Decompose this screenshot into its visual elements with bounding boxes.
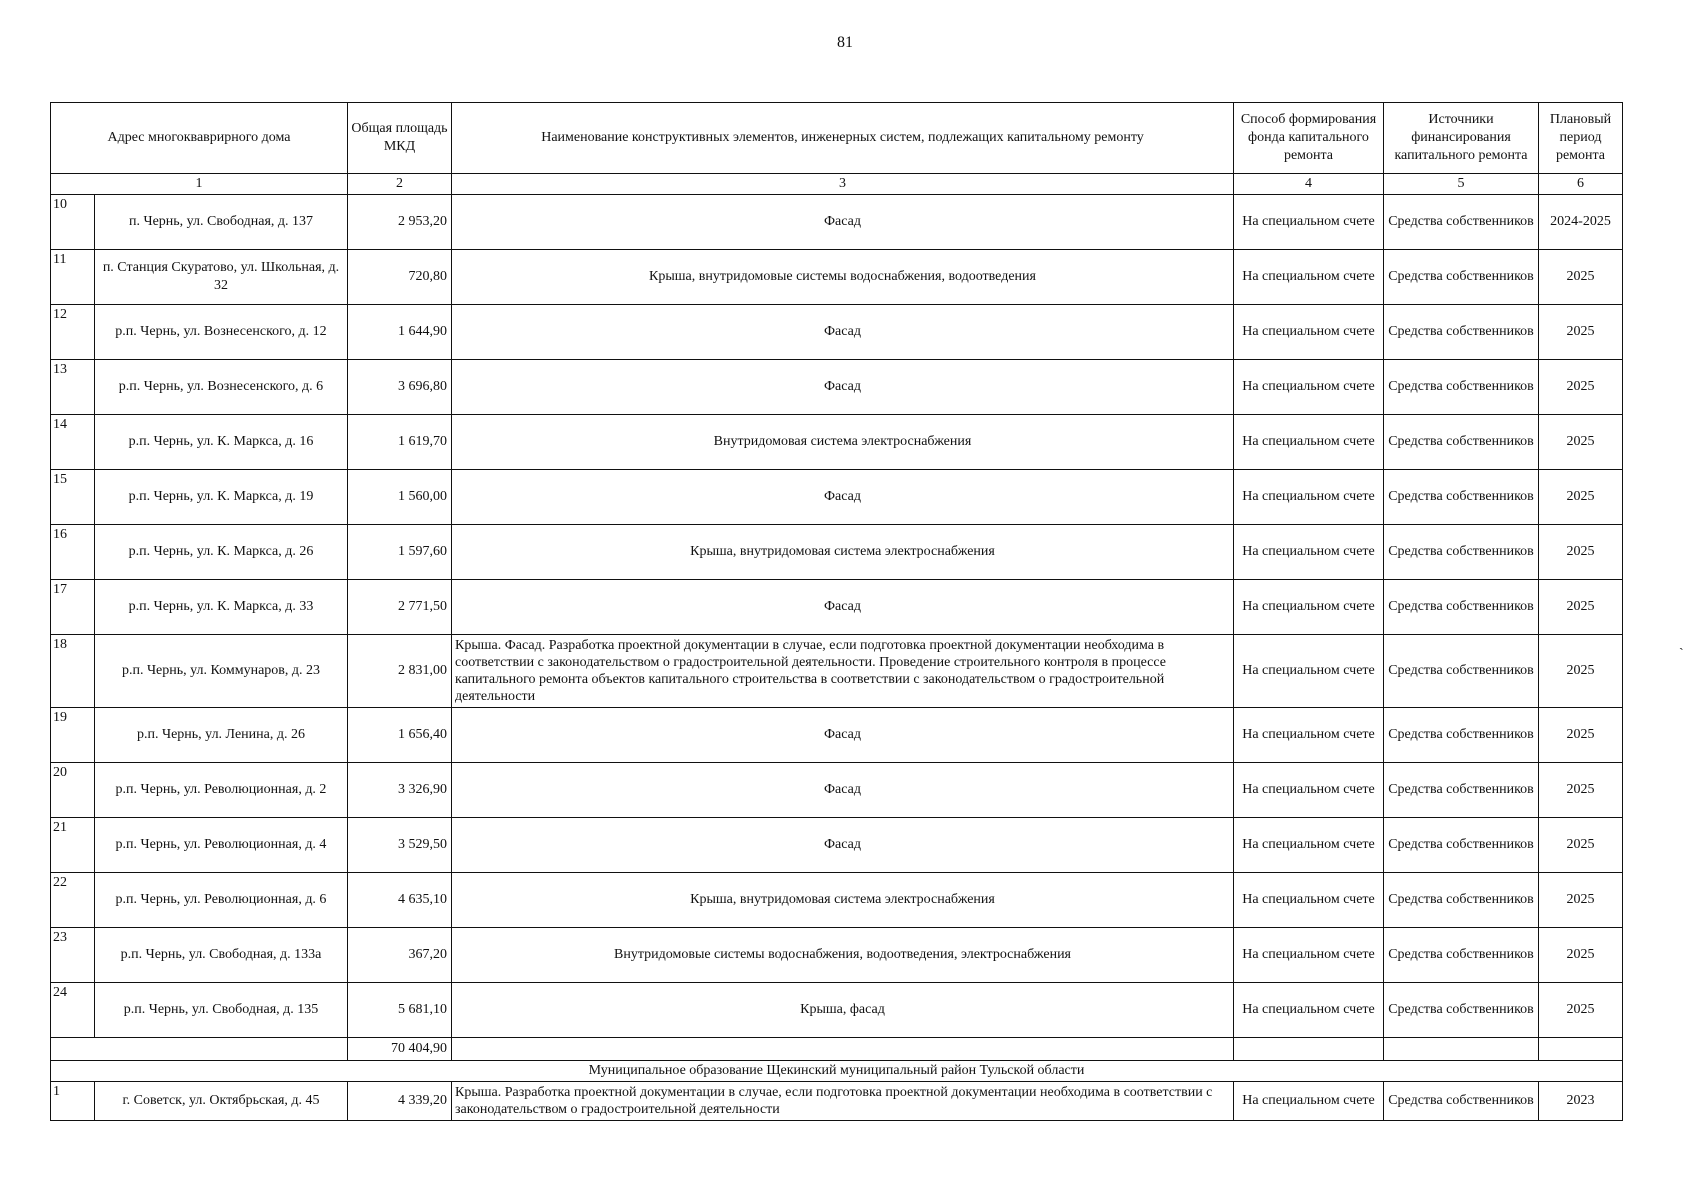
address-cell: п. Станция Скуратово, ул. Школьная, д. 32 xyxy=(95,250,348,305)
period-cell: 2025 xyxy=(1539,305,1623,360)
address-cell: р.п. Чернь, ул. Свободная, д. 133а xyxy=(95,928,348,983)
row-number: 22 xyxy=(51,873,95,928)
address-cell: р.п. Чернь, ул. Вознесенского, д. 6 xyxy=(95,360,348,415)
source-cell: Средства собственников xyxy=(1384,873,1539,928)
source-cell: Средства собственников xyxy=(1384,708,1539,763)
period-cell: 2025 xyxy=(1539,580,1623,635)
table-row xyxy=(51,983,1623,1038)
source-cell: Средства собственников xyxy=(1384,1082,1539,1121)
elements-cell: Крыша, внутридомовые системы водоснабжения, водоотведения xyxy=(452,250,1234,305)
row-number: 12 xyxy=(51,305,95,360)
area-cell: 2 831,00 xyxy=(348,635,452,708)
total-row xyxy=(51,1038,1623,1061)
column-number: 3 xyxy=(452,174,1234,195)
address-cell: р.п. Чернь, ул. Революционная, д. 6 xyxy=(95,873,348,928)
address-cell: р.п. Чернь, ул. Вознесенского, д. 12 xyxy=(95,305,348,360)
address-cell: р.п. Чернь, ул. Ленина, д. 26 xyxy=(95,708,348,763)
area-cell: 4 339,20 xyxy=(348,1082,452,1121)
total-empty xyxy=(452,1038,1234,1061)
header-period: Плановый период ремонта xyxy=(1539,103,1623,174)
method-cell: На специальном счете xyxy=(1234,983,1384,1038)
source-cell: Средства собственников xyxy=(1384,635,1539,708)
source-cell: Средства собственников xyxy=(1384,195,1539,250)
period-cell: 2025 xyxy=(1539,763,1623,818)
table-row xyxy=(51,580,1623,635)
elements-cell: Крыша. Разработка проектной документации в случае, если подготовка проектной документации необходима в соответствии с законодательством о градостроительной деятельности xyxy=(452,1082,1234,1121)
source-cell: Средства собственников xyxy=(1384,763,1539,818)
method-cell: На специальном счете xyxy=(1234,818,1384,873)
header-row xyxy=(51,103,1623,174)
method-cell: На специальном счете xyxy=(1234,195,1384,250)
source-cell: Средства собственников xyxy=(1384,415,1539,470)
column-number: 1 xyxy=(51,174,348,195)
address-cell: р.п. Чернь, ул. К. Маркса, д. 26 xyxy=(95,525,348,580)
period-cell: 2025 xyxy=(1539,983,1623,1038)
row-number: 15 xyxy=(51,470,95,525)
total-empty xyxy=(1234,1038,1384,1061)
area-cell: 1 597,60 xyxy=(348,525,452,580)
source-cell: Средства собственников xyxy=(1384,580,1539,635)
column-number: 4 xyxy=(1234,174,1384,195)
elements-cell: Фасад xyxy=(452,195,1234,250)
municipality-title: Муниципальное образование Щекинский муниципальный район Тульской области xyxy=(51,1061,1623,1082)
header-method: Способ формирования фонда капитального ремонта xyxy=(1234,103,1384,174)
address-cell: г. Советск, ул. Октябрьская, д. 45 xyxy=(95,1082,348,1121)
total-empty xyxy=(51,1038,348,1061)
column-number-row xyxy=(51,174,1623,195)
table-row xyxy=(51,928,1623,983)
source-cell: Средства собственников xyxy=(1384,470,1539,525)
period-cell: 2025 xyxy=(1539,708,1623,763)
area-cell: 1 656,40 xyxy=(348,708,452,763)
table-row xyxy=(51,360,1623,415)
area-cell: 3 326,90 xyxy=(348,763,452,818)
area-cell: 1 560,00 xyxy=(348,470,452,525)
method-cell: На специальном счете xyxy=(1234,525,1384,580)
header-address: Адрес многокваврирного дома xyxy=(51,103,348,174)
elements-cell: Фасад xyxy=(452,708,1234,763)
elements-cell: Внутридомовые системы водоснабжения, водоотведения, электроснабжения xyxy=(452,928,1234,983)
row-number: 17 xyxy=(51,580,95,635)
period-cell: 2025 xyxy=(1539,818,1623,873)
period-cell: 2025 xyxy=(1539,635,1623,708)
elements-cell: Крыша, внутридомовая система электроснабжения xyxy=(452,525,1234,580)
method-cell: На специальном счете xyxy=(1234,635,1384,708)
elements-cell: Крыша, внутридомовая система электроснабжения xyxy=(452,873,1234,928)
header-area: Общая площадь МКД xyxy=(348,103,452,174)
source-cell: Средства собственников xyxy=(1384,525,1539,580)
table-row xyxy=(51,305,1623,360)
row-number: 21 xyxy=(51,818,95,873)
method-cell: На специальном счете xyxy=(1234,1082,1384,1121)
area-cell: 1 619,70 xyxy=(348,415,452,470)
table-row xyxy=(51,1082,1623,1121)
municipality-row xyxy=(51,1061,1623,1082)
elements-cell: Крыша, фасад xyxy=(452,983,1234,1038)
row-number: 1 xyxy=(51,1082,95,1121)
elements-cell: Фасад xyxy=(452,360,1234,415)
area-cell: 720,80 xyxy=(348,250,452,305)
address-cell: р.п. Чернь, ул. Коммунаров, д. 23 xyxy=(95,635,348,708)
source-cell: Средства собственников xyxy=(1384,305,1539,360)
column-number: 6 xyxy=(1539,174,1623,195)
table-row xyxy=(51,470,1623,525)
area-cell: 367,20 xyxy=(348,928,452,983)
elements-cell: Фасад xyxy=(452,818,1234,873)
method-cell: На специальном счете xyxy=(1234,928,1384,983)
address-cell: р.п. Чернь, ул. К. Маркса, д. 33 xyxy=(95,580,348,635)
table-row xyxy=(51,708,1623,763)
address-cell: р.п. Чернь, ул. Революционная, д. 4 xyxy=(95,818,348,873)
period-cell: 2023 xyxy=(1539,1082,1623,1121)
address-cell: р.п. Чернь, ул. К. Маркса, д. 16 xyxy=(95,415,348,470)
source-cell: Средства собственников xyxy=(1384,360,1539,415)
method-cell: На специальном счете xyxy=(1234,250,1384,305)
capital-repair-table xyxy=(50,102,1623,1121)
elements-cell: Внутридомовая система электроснабжения xyxy=(452,415,1234,470)
area-cell: 3 696,80 xyxy=(348,360,452,415)
elements-cell: Фасад xyxy=(452,763,1234,818)
source-cell: Средства собственников xyxy=(1384,818,1539,873)
page-number: 81 xyxy=(837,34,853,51)
total-empty xyxy=(1539,1038,1623,1061)
total-empty xyxy=(1384,1038,1539,1061)
row-number: 18 xyxy=(51,635,95,708)
area-cell: 1 644,90 xyxy=(348,305,452,360)
method-cell: На специальном счете xyxy=(1234,415,1384,470)
address-cell: п. Чернь, ул. Свободная, д. 137 xyxy=(95,195,348,250)
address-cell: р.п. Чернь, ул. Свободная, д. 135 xyxy=(95,983,348,1038)
table-row xyxy=(51,818,1623,873)
method-cell: На специальном счете xyxy=(1234,763,1384,818)
row-number: 10 xyxy=(51,195,95,250)
area-cell: 2 771,50 xyxy=(348,580,452,635)
header-elements: Наименование конструктивных элементов, инженерных систем, подлежащих капитальному ремонту xyxy=(452,103,1234,174)
address-cell: р.п. Чернь, ул. Революционная, д. 2 xyxy=(95,763,348,818)
method-cell: На специальном счете xyxy=(1234,708,1384,763)
column-number: 2 xyxy=(348,174,452,195)
area-cell: 5 681,10 xyxy=(348,983,452,1038)
source-cell: Средства собственников xyxy=(1384,250,1539,305)
row-number: 19 xyxy=(51,708,95,763)
table-row xyxy=(51,195,1623,250)
row-number: 13 xyxy=(51,360,95,415)
table-row xyxy=(51,763,1623,818)
elements-cell: Фасад xyxy=(452,305,1234,360)
row-number: 14 xyxy=(51,415,95,470)
method-cell: На специальном счете xyxy=(1234,305,1384,360)
total-area: 70 404,90 xyxy=(348,1038,452,1061)
period-cell: 2025 xyxy=(1539,470,1623,525)
source-cell: Средства собственников xyxy=(1384,983,1539,1038)
header-sources: Источники финансирования капитального ремонта xyxy=(1384,103,1539,174)
period-cell: 2025 xyxy=(1539,360,1623,415)
period-cell: 2025 xyxy=(1539,928,1623,983)
address-cell: р.п. Чернь, ул. К. Маркса, д. 19 xyxy=(95,470,348,525)
method-cell: На специальном счете xyxy=(1234,580,1384,635)
period-cell: 2024-2025 xyxy=(1539,195,1623,250)
period-cell: 2025 xyxy=(1539,873,1623,928)
method-cell: На специальном счете xyxy=(1234,873,1384,928)
row-number: 23 xyxy=(51,928,95,983)
row-number: 20 xyxy=(51,763,95,818)
method-cell: На специальном счете xyxy=(1234,360,1384,415)
period-cell: 2025 xyxy=(1539,415,1623,470)
area-cell: 3 529,50 xyxy=(348,818,452,873)
area-cell: 2 953,20 xyxy=(348,195,452,250)
source-cell: Средства собственников xyxy=(1384,928,1539,983)
row-number: 24 xyxy=(51,983,95,1038)
period-cell: 2025 xyxy=(1539,525,1623,580)
row-number: 16 xyxy=(51,525,95,580)
period-cell: 2025 xyxy=(1539,250,1623,305)
table-row xyxy=(51,525,1623,580)
area-cell: 4 635,10 xyxy=(348,873,452,928)
table-row xyxy=(51,873,1623,928)
elements-cell: Крыша. Фасад. Разработка проектной документации в случае, если подготовка проектной документации необходима в соответствии с законодательством о градостроительной деятельности. Проведение строительного контроля в процессе капитального ремонта объектов капитального строительства в соответствии с законодательством о градостроительной деятельности xyxy=(452,635,1234,708)
table-row xyxy=(51,250,1623,305)
elements-cell: Фасад xyxy=(452,470,1234,525)
table-row xyxy=(51,635,1623,708)
row-number: 11 xyxy=(51,250,95,305)
table-row xyxy=(51,415,1623,470)
method-cell: На специальном счете xyxy=(1234,470,1384,525)
elements-cell: Фасад xyxy=(452,580,1234,635)
column-number: 5 xyxy=(1384,174,1539,195)
scan-mark: ˏ xyxy=(1679,636,1684,651)
